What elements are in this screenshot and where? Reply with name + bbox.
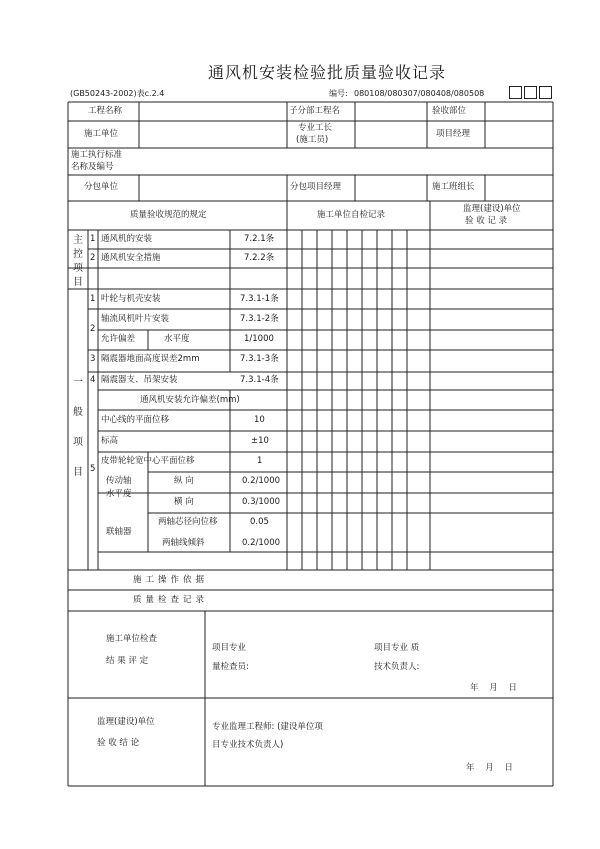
item5-row-name: 中心线的平面位移: [101, 415, 170, 425]
construction-basis-label: 施工操作依据: [133, 575, 209, 585]
general-label-char: 目: [73, 467, 83, 478]
page-title: 通风机安装检验批质量验收记录: [208, 63, 447, 82]
code-label: 编号:: [329, 89, 348, 98]
main-item-number: 2: [90, 253, 96, 263]
main-item-clause: 7.2.1条: [244, 234, 275, 244]
general-item-name: 隔震器支、吊架安装: [101, 375, 178, 385]
tolerance-value: 1/1000: [244, 334, 274, 344]
exec-standard-label: 施工执行标准: [71, 150, 123, 160]
shaft-label-sub: 水平度: [106, 489, 132, 499]
tolerance-label: 允许偏差: [101, 334, 136, 344]
standard-reference: (GB50243-2002)表c.2.4: [70, 89, 165, 98]
main-control-label-char: 主: [73, 235, 83, 246]
construction-eval-label: 施工单位检查: [106, 634, 158, 644]
general-item-name: 轴流风机叶片安装: [101, 314, 170, 324]
main-control-label-char: 目: [73, 277, 83, 288]
item5-header: 通风机安装允许偏差(mm): [140, 395, 240, 405]
coupling-row-name: 两轴芯径向位移: [158, 517, 218, 527]
supervising-engineer-label-sub: 目专业技术负责人): [212, 740, 284, 750]
checkbox-3[interactable]: [539, 86, 552, 99]
main-control-label-char: 控: [73, 249, 83, 260]
coupling-row-value: 0.2/1000: [242, 538, 281, 548]
main-item-clause: 7.2.2条: [244, 253, 275, 263]
self-check-column-header: 施工单位自检记录: [317, 210, 386, 220]
supervision-label: 监理(建设)单位: [97, 717, 155, 727]
checkbox-2[interactable]: [524, 86, 537, 99]
construction-unit-label: 施工单位: [84, 129, 119, 139]
main-item-name: 通风机的安装: [101, 234, 153, 244]
acceptance-part-label: 验收部位: [432, 106, 467, 116]
spec-column-header: 质量验收规范的规定: [130, 210, 207, 220]
coupling-row-value: 0.05: [250, 517, 269, 527]
sub-project-name-label: 子分部工程名: [289, 106, 341, 116]
exec-standard-label-sub: 名称及编号: [71, 162, 114, 172]
general-label-char: 项: [73, 437, 83, 448]
item5-row-name: 标高: [101, 436, 119, 446]
team-leader-label: 施工班组长: [432, 182, 475, 192]
construction-date: 年 月 日: [470, 683, 521, 693]
main-item-name: 通风机安全措施: [101, 253, 161, 263]
technical-lead-label: 项目专业 质: [374, 643, 420, 653]
item5-row-value: 10: [254, 415, 265, 425]
coupling-row-name: 两轴线倾斜: [162, 538, 205, 548]
supervision-label-sub: 验 收 结 论: [97, 738, 140, 748]
shaft-row-value: 0.2/1000: [242, 476, 281, 486]
code-value: 080108/080307/080408/080508: [354, 89, 485, 98]
pm-label: 项目专业: [212, 643, 247, 653]
supervision-date: 年 月 日: [466, 763, 517, 773]
item5-row-value: ±10: [251, 436, 269, 446]
checkbox-1[interactable]: [509, 86, 522, 99]
main-item-number: 1: [90, 234, 96, 244]
quality-record-label: 质量检查记录: [133, 595, 209, 605]
item5-row-value: 1: [257, 456, 263, 466]
item5-row-name: 皮带轮轮宽中心平面位移: [101, 456, 195, 466]
general-item-clause: 7.3.1-1条: [240, 294, 279, 304]
tolerance-name: 水平度: [164, 334, 190, 344]
general-item-number: 4: [90, 375, 96, 385]
general-item-clause: 7.3.1-2条: [240, 314, 279, 324]
foreman-label-sub: (施工员): [296, 135, 329, 145]
coupling-label: 联轴器: [106, 527, 132, 537]
main-control-label-char: 项: [73, 263, 83, 274]
shaft-label: 传动轴: [106, 476, 132, 486]
general-item-name: 叶轮与机壳安装: [101, 294, 161, 304]
project-manager-label: 项目经理: [436, 129, 471, 139]
general-item-number: 2: [90, 324, 96, 334]
shaft-row-name: 横 向: [174, 497, 194, 507]
shaft-row-name: 纵 向: [174, 476, 194, 486]
sub-contractor-label: 分包单位: [84, 182, 119, 192]
supervising-engineer-label: 专业监理工程师: (建设单位项: [212, 722, 323, 732]
foreman-label: 专业工长: [298, 123, 333, 133]
construction-eval-label-sub: 结 果 评 定: [106, 656, 149, 666]
supervisor-column-header: 监理(建设)单位: [463, 204, 521, 214]
shaft-row-value: 0.3/1000: [242, 497, 281, 507]
sub-pm-label: 分包项目经理: [290, 182, 342, 192]
general-label-char: 般: [73, 407, 83, 418]
general-label-char: 一: [73, 377, 83, 388]
supervisor-column-header-sub: 验 收 记 录: [465, 216, 508, 226]
technical-lead-label-sub: 技术负责人:: [374, 662, 420, 672]
general-item-clause: 7.3.1-3条: [240, 354, 279, 364]
general-item-number: 5: [90, 464, 96, 474]
general-item-number: 1: [90, 294, 96, 304]
general-item-name: 隔震器地面高度误差2mm: [101, 354, 200, 364]
general-item-clause: 7.3.1-4条: [240, 375, 279, 385]
inspector-label: 量检查员:: [212, 662, 249, 672]
general-item-number: 3: [90, 354, 96, 364]
project-name-label: 工程名称: [88, 106, 123, 116]
